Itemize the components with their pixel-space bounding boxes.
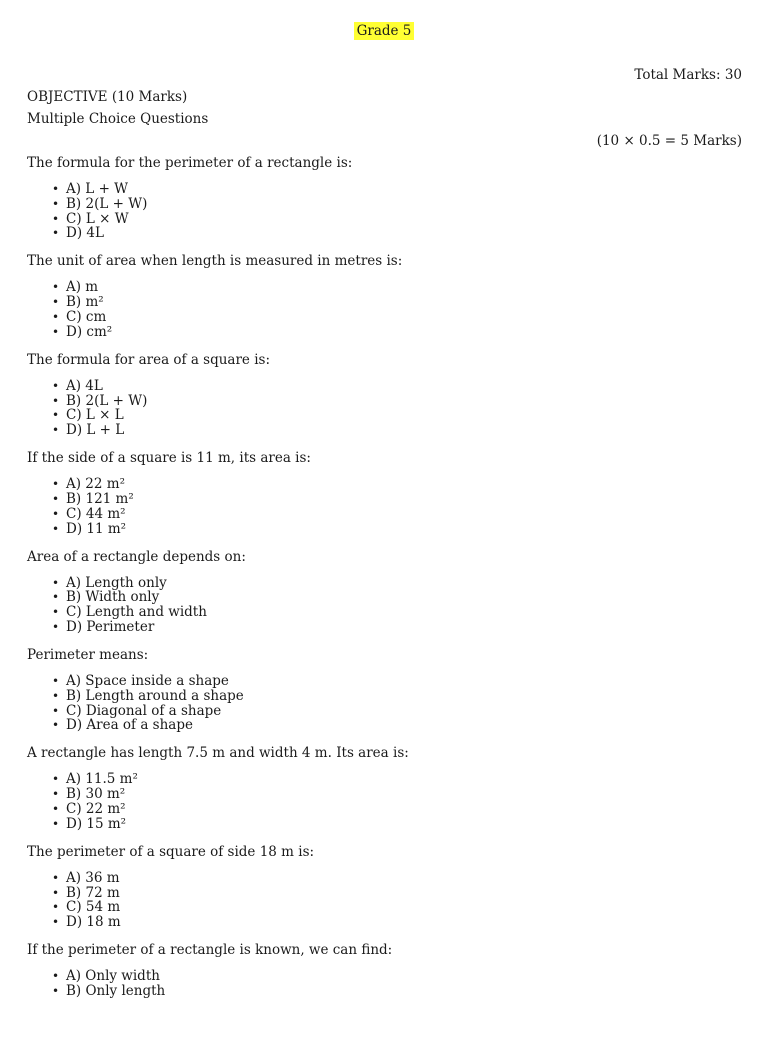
option-label: A) 4L (66, 377, 103, 394)
option-item (27, 969, 742, 984)
option-item (27, 704, 742, 719)
question-block (27, 253, 742, 351)
bullet-icon: • (52, 605, 60, 620)
option-label: C) cm (66, 308, 107, 325)
option-item (27, 787, 742, 802)
total-marks: Total Marks: 30 (634, 67, 742, 83)
bullet-icon: • (52, 619, 60, 634)
option-item (27, 310, 742, 325)
option-item (27, 817, 742, 832)
option-item (27, 280, 742, 295)
bullet-icon: • (52, 309, 60, 324)
option-item (27, 772, 742, 787)
bullet-icon: • (52, 521, 60, 536)
option-item (27, 620, 742, 635)
option-label: D) Perimeter (66, 618, 155, 635)
question-block (27, 549, 742, 647)
option-label: D) 15 m² (66, 815, 127, 832)
option-label: A) L + W (66, 181, 129, 197)
option-item (27, 325, 742, 340)
bullet-icon: • (52, 506, 60, 521)
option-list (27, 772, 742, 831)
section-title: OBJECTIVE (10 Marks) (27, 89, 188, 105)
option-label: D) 18 m (66, 914, 121, 931)
option-item (27, 590, 742, 605)
bullet-icon: • (52, 915, 60, 930)
option-label: C) L × L (66, 407, 124, 424)
question-block (27, 647, 742, 745)
option-label: B) 30 m² (66, 786, 126, 803)
option-item (27, 379, 742, 394)
question-text: The formula for the perimeter of a rectangle is: (27, 155, 353, 171)
option-item (27, 915, 742, 930)
bullet-icon: • (52, 787, 60, 802)
section-marks: (10 × 0.5 = 5 Marks) (596, 133, 742, 149)
bullet-icon: • (52, 378, 60, 393)
bullet-icon: • (52, 969, 60, 984)
option-list (27, 674, 742, 733)
question-list (27, 155, 742, 1041)
question-block (27, 745, 742, 843)
bullet-icon: • (52, 280, 60, 295)
option-label: B) Only length (66, 982, 166, 999)
bullet-icon: • (52, 408, 60, 423)
bullet-icon: • (52, 870, 60, 885)
question-block (27, 450, 742, 548)
bullet-icon: • (52, 816, 60, 831)
bullet-icon: • (52, 226, 60, 241)
bullet-icon: • (52, 211, 60, 226)
option-label: C) Length and width (66, 604, 207, 621)
option-list (27, 576, 742, 635)
question-text: The perimeter of a square of side 18 m is: (27, 843, 315, 860)
option-item (27, 295, 742, 310)
option-label: B) 72 m (66, 884, 120, 901)
section-subtitle: Multiple Choice Questions (27, 111, 209, 127)
option-item (27, 900, 742, 915)
option-item (27, 408, 742, 423)
option-item (27, 871, 742, 886)
option-item (27, 886, 742, 901)
question-text: If the side of a square is 11 m, its area is: (27, 450, 311, 467)
option-label: C) 44 m² (66, 505, 126, 522)
option-label: B) 121 m² (66, 490, 134, 507)
bullet-icon: • (52, 885, 60, 900)
bullet-icon: • (52, 801, 60, 816)
bullet-icon: • (52, 477, 60, 492)
bullet-icon: • (52, 423, 60, 438)
option-label: D) 4L (66, 225, 104, 242)
option-item (27, 984, 742, 999)
bullet-icon: • (52, 295, 60, 310)
option-list (27, 182, 742, 241)
bullet-icon: • (52, 718, 60, 733)
option-item (27, 689, 742, 704)
question-block (27, 942, 742, 1040)
option-item (27, 674, 742, 689)
question-block (27, 352, 742, 450)
option-label: A) Space inside a shape (66, 672, 229, 689)
bullet-icon: • (52, 196, 60, 211)
option-label: C) 22 m² (66, 800, 126, 817)
option-label: A) 36 m (66, 869, 120, 886)
option-label: D) L + L (66, 422, 125, 439)
option-label: C) L × W (66, 210, 129, 227)
option-item (27, 802, 742, 817)
question-block (27, 844, 742, 942)
bullet-icon: • (52, 900, 60, 915)
option-item (27, 394, 742, 409)
bullet-icon: • (52, 673, 60, 688)
option-label: D) 11 m² (66, 520, 127, 537)
bullet-icon: • (52, 590, 60, 605)
bullet-icon: • (52, 491, 60, 506)
option-list (27, 280, 742, 339)
option-item (27, 522, 742, 537)
option-item (27, 507, 742, 522)
option-label: A) Only width (66, 968, 160, 985)
grade-label: Grade 5 (354, 22, 415, 40)
option-item (27, 197, 742, 212)
question-text: If the perimeter of a rectangle is known, we can find: (27, 942, 393, 959)
bullet-icon: • (52, 393, 60, 408)
option-label: C) Diagonal of a shape (66, 702, 222, 719)
option-item (27, 576, 742, 591)
option-list (27, 379, 742, 438)
option-label: B) Length around a shape (66, 687, 244, 704)
option-label: A) 22 m² (66, 476, 125, 493)
option-label: D) cm² (66, 323, 113, 340)
option-list (27, 871, 742, 930)
question-text: The formula for area of a square is: (27, 351, 271, 368)
option-item (27, 492, 742, 507)
question-text: Perimeter means: (27, 646, 149, 663)
bullet-icon: • (52, 688, 60, 703)
bullet-icon: • (52, 703, 60, 718)
option-item (27, 477, 742, 492)
bullet-icon: • (52, 575, 60, 590)
option-label: A) 11.5 m² (66, 771, 138, 788)
option-label: C) 54 m (66, 899, 121, 916)
option-label: B) m² (66, 294, 104, 311)
option-item (27, 423, 742, 438)
option-item (27, 718, 742, 733)
option-item (27, 226, 742, 241)
option-label: D) Area of a shape (66, 717, 193, 734)
option-list (27, 969, 742, 999)
option-item (27, 605, 742, 620)
question-text: Area of a rectangle depends on: (27, 548, 246, 565)
option-label: A) m (66, 279, 99, 296)
option-item (27, 212, 742, 227)
option-list (27, 477, 742, 536)
grade-header (0, 23, 768, 39)
bullet-icon: • (52, 983, 60, 998)
bullet-icon: • (52, 772, 60, 787)
question-block (27, 155, 742, 253)
question-text: A rectangle has length 7.5 m and width 4 m. Its area is: (27, 745, 409, 762)
question-text: The unit of area when length is measured in metres is: (27, 253, 403, 270)
option-label: B) 2(L + W) (66, 392, 148, 409)
option-item (27, 182, 742, 197)
bullet-icon: • (52, 182, 60, 196)
option-label: A) Length only (66, 574, 167, 591)
option-label: B) 2(L + W) (66, 195, 148, 212)
bullet-icon: • (52, 324, 60, 339)
option-label: B) Width only (66, 589, 160, 606)
